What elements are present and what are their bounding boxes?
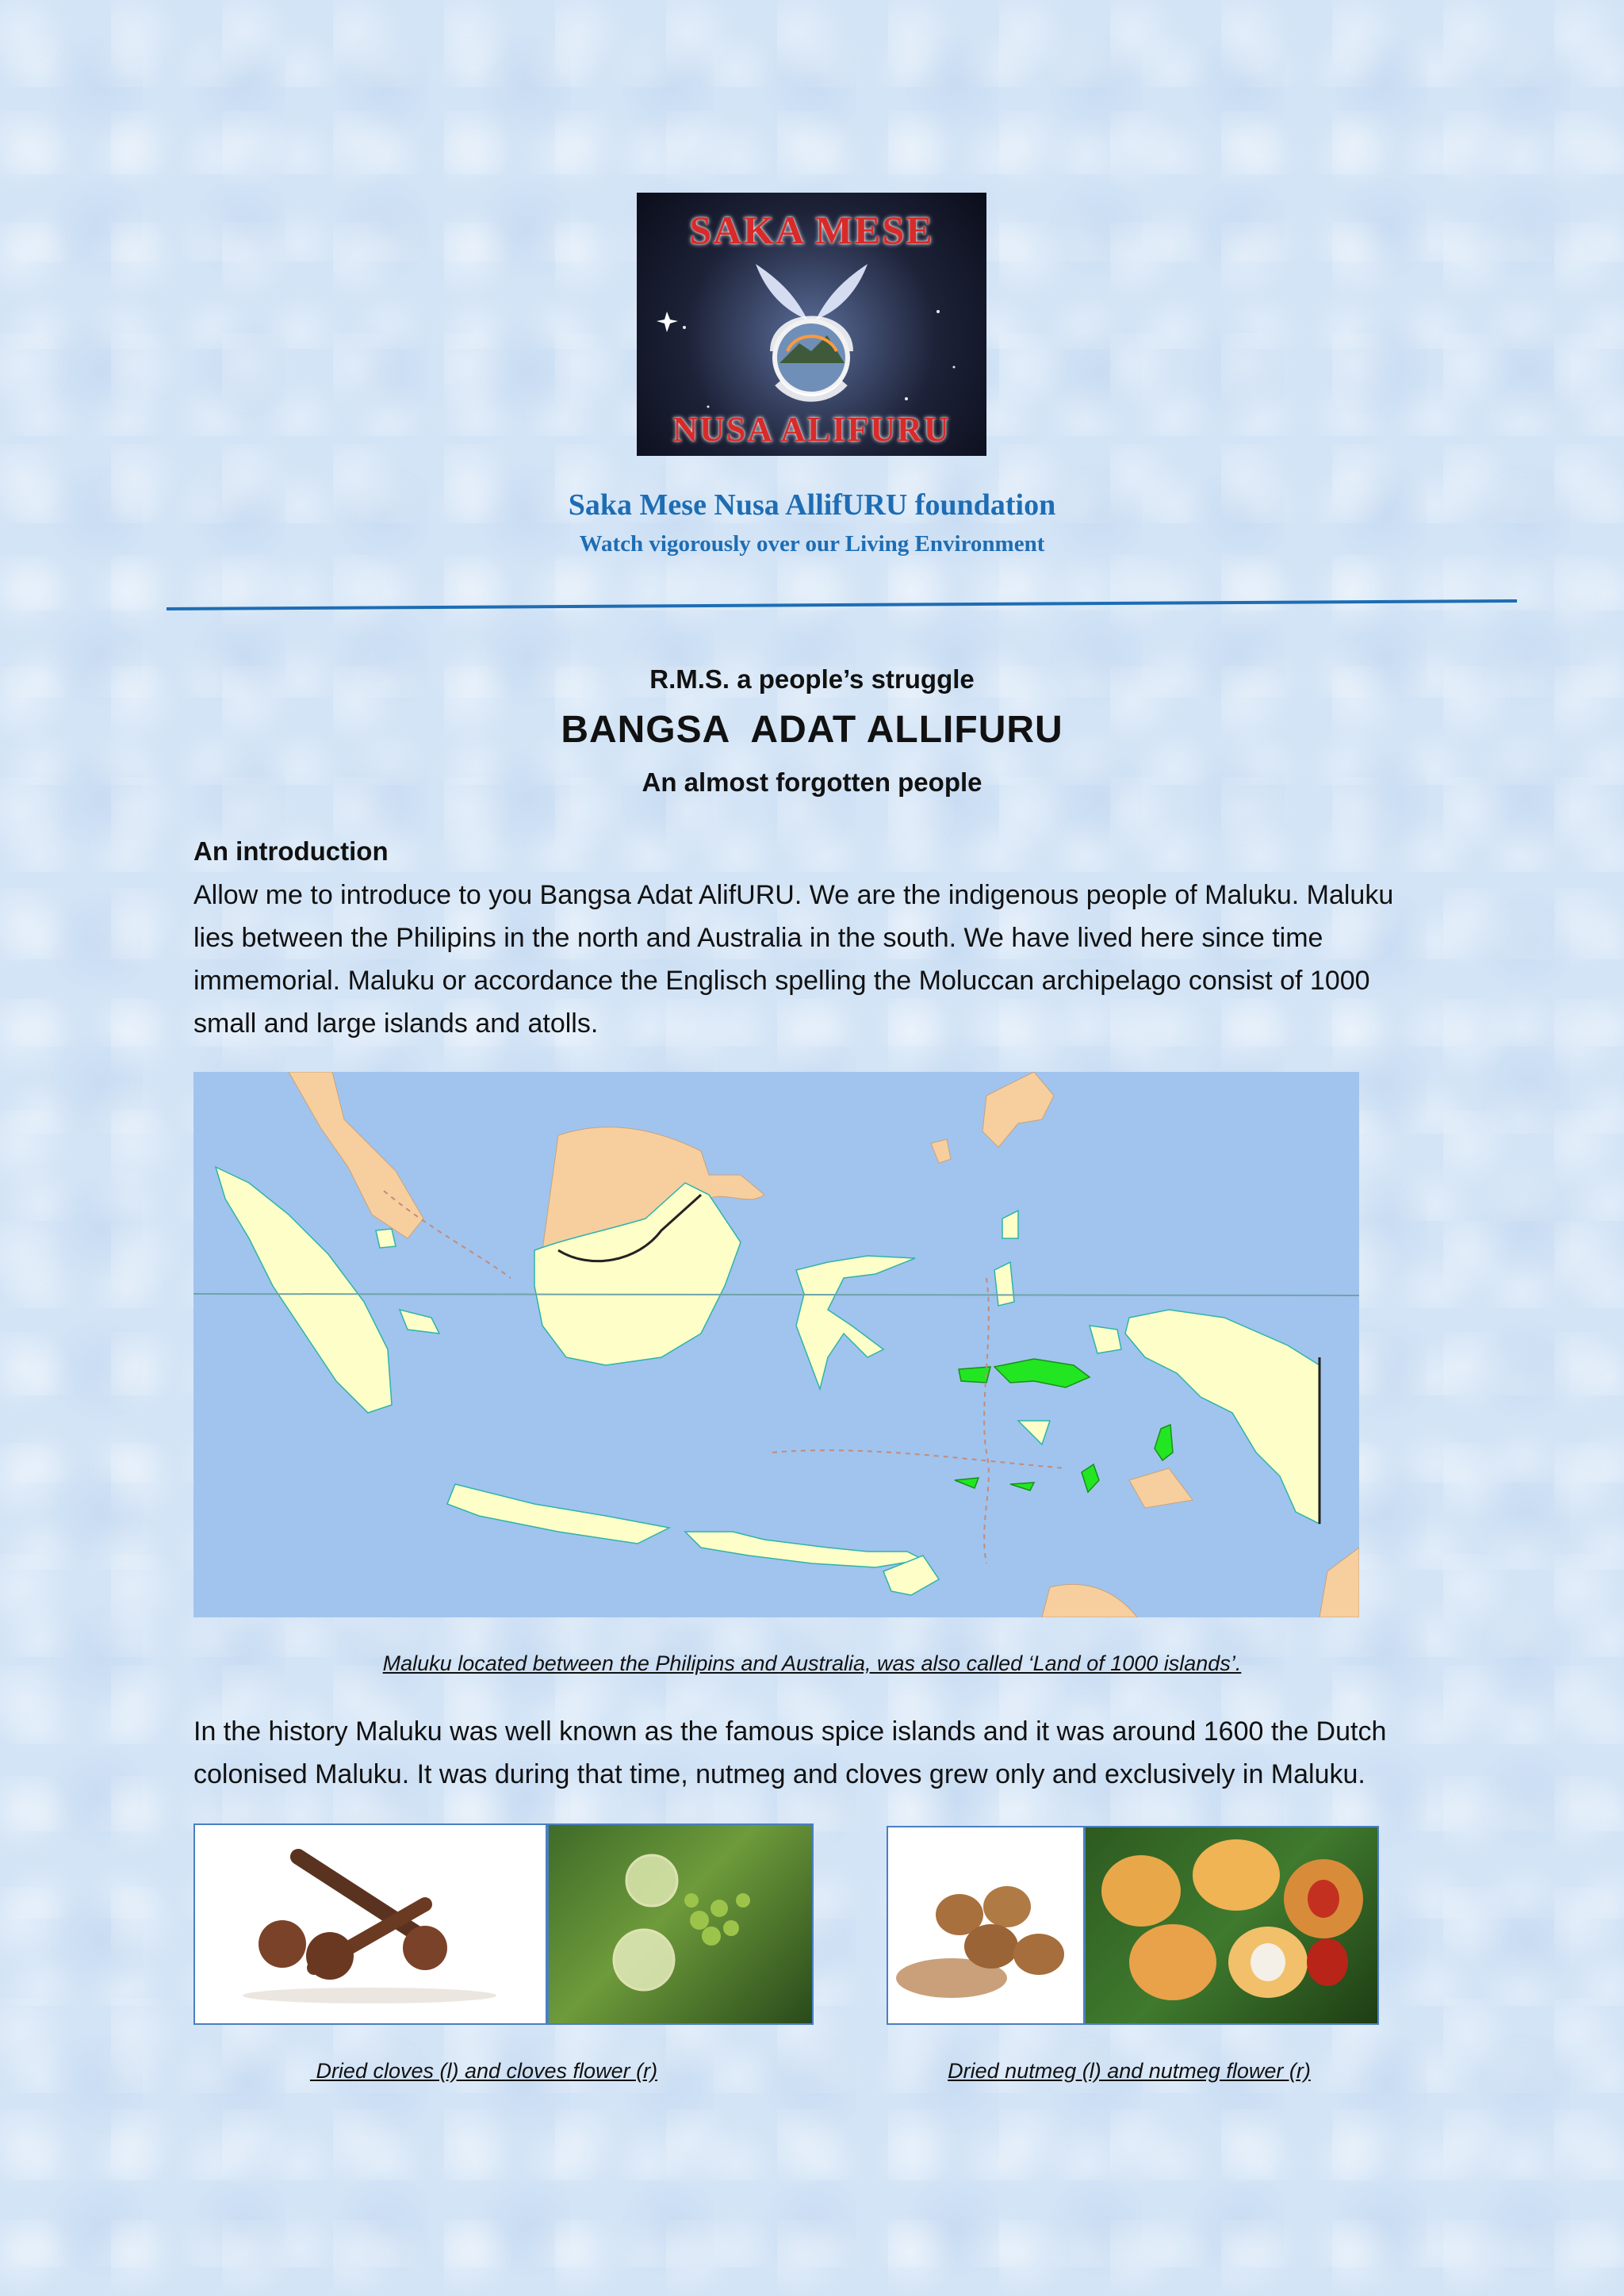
header-divider bbox=[167, 587, 1519, 610]
dried-cloves-photo bbox=[193, 1823, 547, 2025]
indonesia-map bbox=[193, 1072, 1359, 1617]
cloves-flower-photo bbox=[547, 1823, 814, 2025]
dried-nutmeg-photo bbox=[887, 1826, 1085, 2025]
foundation-logo bbox=[637, 193, 986, 456]
intro-heading: An introduction bbox=[193, 836, 389, 866]
nutmeg-flower-photo bbox=[1084, 1826, 1379, 2025]
logo-bottom-text: NUSA ALIFURU bbox=[672, 410, 951, 449]
map-caption: Maluku located between the Philipins and Australia, was also called ‘Land of 1000 islands’. bbox=[382, 1651, 1242, 1675]
logo-top-text: SAKA MESE bbox=[689, 208, 934, 252]
document-title: BANGSA ADAT ALLIFURU bbox=[561, 709, 1063, 751]
intro-paragraph: Allow me to introduce to you Bangsa Adat AlifURU. We are the indigenous people of Maluku. Maluku lies between the Philipins in the north and Australia in the south. We have lived here since time immemorial. Maluku or accordance the Englisch spelling the Moluccan archipelago consist of 1000 small and large islands and atolls. bbox=[193, 880, 1394, 1039]
document-subtitle: An almost forgotten people bbox=[642, 767, 982, 797]
foundation-tagline: Watch vigorously over our Living Environment bbox=[579, 531, 1045, 557]
cloves-caption: Dried cloves (l) and cloves flower (r) bbox=[309, 2059, 658, 2083]
nutmeg-caption: Dried nutmeg (l) and nutmeg flower (r) bbox=[948, 2059, 1311, 2083]
history-paragraph: In the history Maluku was well known as the famous spice islands and it was around 1600 the Dutch colonised Maluku. It was during that time, nutmeg and cloves grew only and exclusively in Maluku. bbox=[193, 1716, 1387, 1789]
foundation-name: Saka Mese Nusa AllifURU foundation bbox=[568, 488, 1056, 522]
document-kicker: R.M.S. a people’s struggle bbox=[649, 664, 975, 694]
